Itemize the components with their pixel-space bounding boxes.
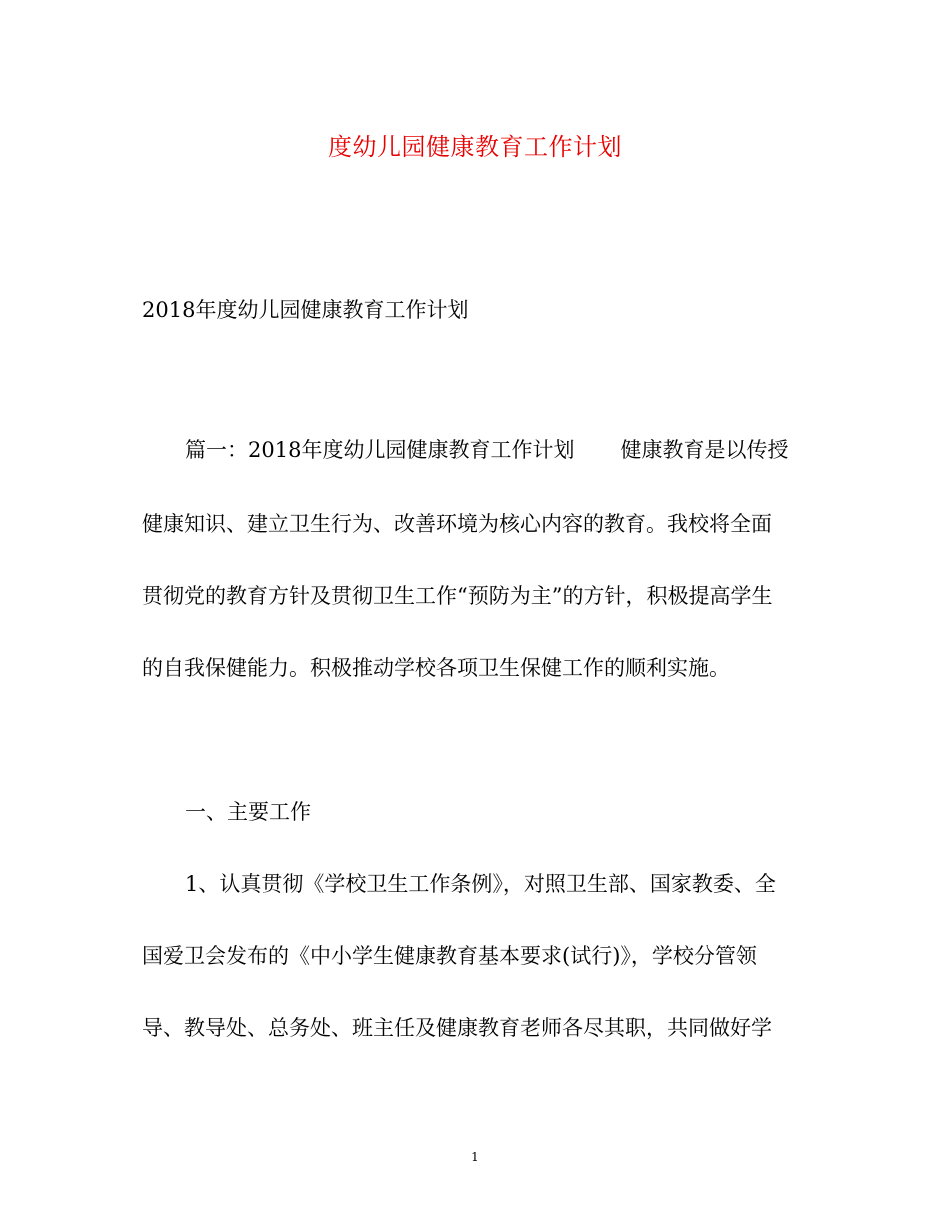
paragraph-1-line-3: 贯彻党的教育方针及贯彻卫生工作“预防为主”的方针，积极提高学生 [142,584,773,608]
section-heading: 一、主要工作 [185,800,311,824]
paragraph-1-line-1-part-1: 篇一：2018年度幼儿园健康教育工作计划 [185,438,575,462]
document-subtitle: 2018年度幼儿园健康教育工作计划 [142,298,469,322]
paragraph-2-line-3: 导、教导处、总务处、班主任及健康教育老师各尽其职，共同做好学 [142,1016,772,1040]
document-title: 度幼儿园健康教育工作计划 [328,133,622,161]
page-number: 1 [471,1150,479,1164]
paragraph-1-line-1-part-2: 健康教育是以传授 [620,438,789,462]
paragraph-2-line-1: 1、认真贯彻《学校卫生工作条例》，对照卫生部、国家教委、全 [185,872,776,896]
paragraph-1-line-4: 的自我保健能力。积极推动学校各项卫生保健工作的顺利实施。 [142,656,730,680]
paragraph-1-line-1 [185,432,788,468]
paragraph-2-line-2: 国爱卫会发布的《中小学生健康教育基本要求(试行)》，学校分管领 [142,944,757,968]
paragraph-1-line-2: 健康知识、建立卫生行为、改善环境为核心内容的教育。我校将全面 [142,512,772,536]
